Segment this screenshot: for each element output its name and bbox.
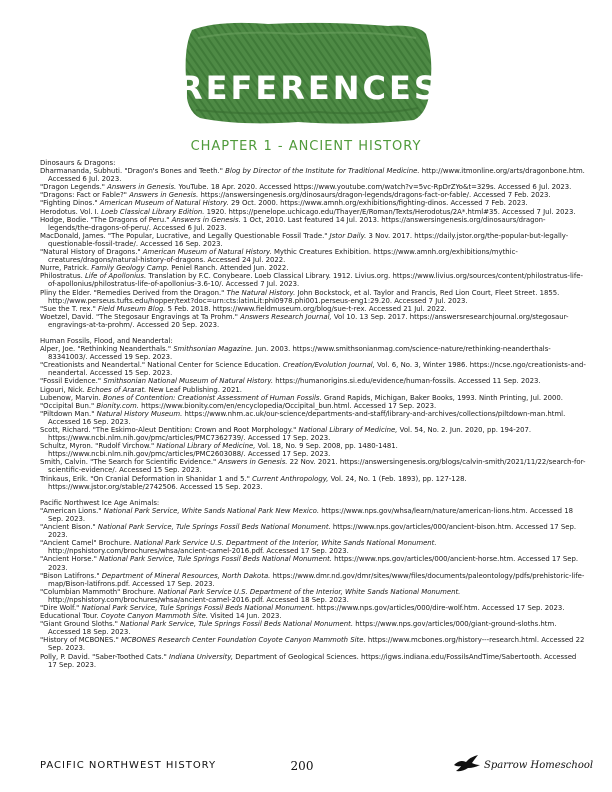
reference-source-title: National Park Service U.S. Department of the Interior, White Sands National Monument. xyxy=(157,587,461,596)
reference-text: Ligouri, Nick. xyxy=(40,385,88,394)
reference-source-title: Answers in Genesis. xyxy=(218,458,288,467)
reference-entry xyxy=(40,442,586,458)
reference-text: "Ancient Horse." xyxy=(40,555,100,564)
reference-text: Lubenow, Marvin. xyxy=(40,393,104,402)
reference-details: New Leaf Publishing. 2021. xyxy=(146,385,242,394)
reference-entry xyxy=(40,377,586,385)
reference-entry xyxy=(40,272,586,288)
reference-text: "History of MCBONES." xyxy=(40,636,121,645)
reference-entry xyxy=(40,604,586,612)
reference-entry xyxy=(40,394,586,402)
reference-source-title: Life of Apollonius. xyxy=(84,272,147,281)
reference-section xyxy=(40,499,586,669)
reference-details: https://answersingenesis.org/dinosaurs/dragon-legends/dragons-fact-or-fable/. Accessed 7 Feb. 2023. xyxy=(198,191,551,200)
reference-text: MacDonald, James. "The Popular, Lucrative, and Legally Questionable Fossil Trade." xyxy=(40,231,330,240)
page-title: REFERENCES xyxy=(178,69,440,107)
reference-details: YouTube. 18 Apr. 2020. Accessed https://www.youtube.com/watch?v=5vc-RpDrZYo&t=329s. Accessed 6 Jul. 2023. xyxy=(176,183,572,192)
reference-text: Educational Tour. xyxy=(40,612,101,621)
reference-source-title: Loeb Classical Library Edition. xyxy=(101,207,205,216)
reference-details: Jun. 2003. https://www.smithsonianmag.com/science-nature/rethinking-neanderthals-83341003/. Accessed 19 Sep. 2023. xyxy=(48,345,551,362)
reference-source-title: Blog by Director of the Institute for Traditional Medicine. xyxy=(225,167,420,176)
reference-source-title: Family Geology Camp. xyxy=(91,264,170,273)
reference-details: Visited 14 Jun. 2023. xyxy=(208,612,282,621)
reference-text: Philostratus. xyxy=(40,272,85,281)
reference-entry xyxy=(40,191,586,199)
reference-details: Grand Rapids, Michigan, Baker Books, 1993. Ninth Printing, Jul. 2000. xyxy=(321,393,563,402)
reference-section xyxy=(40,159,586,329)
reference-source-title: MCBONES Research Center Foundation Coyote Canyon Mammoth Site. xyxy=(120,636,366,645)
reference-details: Vol. 6, No. 3, Winter 1986. https://ncse.ngo/creationists-and-neandertal. Accessed 15 Sep. 2023. xyxy=(48,361,586,378)
reference-entry xyxy=(40,458,586,474)
reference-entry xyxy=(40,636,586,652)
reference-text: "Dragon Legends." xyxy=(40,183,108,192)
reference-text: Alper, Joe. "Rethinking Neanderthals." xyxy=(40,345,174,354)
reference-details: Vol. 24, No. 1 (Feb. 1893), pp. 127-128. https://www.jstor.org/stable/2742506. Accessed 15 Sep. 2023. xyxy=(48,474,467,491)
sparrow-bird-icon xyxy=(452,753,482,775)
reference-source-title: National Park Service, White Sands National Park New Mexico. xyxy=(103,506,320,515)
reference-entry xyxy=(40,305,586,313)
reference-details: Vol. 54, No. 2. Jun. 2020, pp. 194-207. https://www.ncbi.nlm.nih.gov/pmc/articles/PMC7362739/. Accessed 17 Sep. 2023. xyxy=(48,426,532,443)
reference-source-title: Smithsonian National Museum of Natural History. xyxy=(103,377,274,386)
reference-details: https://www.nhm.ac.uk/our-science/departments-and-staff/library-and-archives/collections/piltdown-man.html. Accessed 16 Sep. 2023. xyxy=(48,409,566,426)
reference-details: 29 Oct. 2000. https://www.amnh.org/exhibitions/fighting-dinos. Accessed 7 Feb. 2023. xyxy=(228,199,528,208)
section-heading: Dinosaurs & Dragons: xyxy=(40,159,116,167)
reference-source-title: Creation/Evolution Journal, xyxy=(282,361,375,370)
reference-text: "Bison Latifrons." xyxy=(40,571,102,580)
reference-details: Vol 10. 13 Sep. 2017. https://answersresearchjournal.org/stegosaur-engravings-at-ta-prohm/. Accessed 20 Sep. 2023. xyxy=(48,312,569,329)
reference-entry xyxy=(40,555,586,571)
publisher-logo xyxy=(452,753,592,779)
reference-details: https://www.nps.gov/articles/000/giant-ground-sloths.htm. Accessed 18 Sep. 2023. xyxy=(48,620,557,637)
reference-text: "Piltdown Man." xyxy=(40,409,97,418)
reference-details: https://www.nps.gov/whsa/learn/nature/american-lions.htm. Accessed 18 Sep. 2023. xyxy=(48,506,573,523)
reference-entry xyxy=(40,264,586,272)
reference-entry xyxy=(40,208,586,216)
reference-text: Woetzel, David. "The Stegosaur Engravings at Ta Prohm." xyxy=(40,312,241,321)
reference-details: 22 Nov. 2021. https://answersingenesis.org/blogs/calvin-smith/2021/11/22/search-for-scientific-evidence/. Accessed 15 Sep. 2023. xyxy=(48,458,586,475)
reference-text: "Ancient Camel" Brochure. xyxy=(40,539,135,548)
reference-text: Smith, Calvin. "The Search for Scientific Evidence." xyxy=(40,458,219,467)
reference-text: "Ancient Bison." xyxy=(40,523,98,532)
reference-details: 3 Nov. 2017. https://daily.jstor.org/the-popular-but-legally-questionable-fossil-trade/. Accessed 16 Sep. 2023. xyxy=(48,231,569,248)
reference-entry xyxy=(40,199,586,207)
reference-entry xyxy=(40,345,586,361)
reference-source-title: Natural History Museum. xyxy=(96,409,183,418)
reference-details: John Bockstock, et al. Taylor and Francis, Red Lion Court, Fleet Street. 1855. http://www.perseus.tufts.edu/hopper/text?doc=urn:cts:latinLit:phi0978.phi001.perseus-eng1:29.20. Accessed 7 Jul. 2023. xyxy=(48,288,560,305)
reference-source-title: Answers Research Journal, xyxy=(240,312,332,321)
reference-source-title: Answers in Genesis. xyxy=(107,183,177,192)
reference-entry xyxy=(40,523,586,539)
reference-source-title: The Natural History. xyxy=(226,288,296,297)
reference-source-title: National Park Service U.S. Department of the Interior, White Sands National Monument. xyxy=(134,539,437,548)
reference-source-title: National Library of Medicine, xyxy=(298,426,398,434)
reference-source-title: Department of Mineral Resources, North Dakota. xyxy=(101,571,271,580)
reference-entry xyxy=(40,507,586,523)
reference-text: "Natural History of Dragons." xyxy=(40,248,143,257)
reference-text: "Fossil Evidence." xyxy=(40,377,104,386)
reference-details: http://npshistory.com/brochures/whsa/ancient-camel-2016.pdf. Accessed 18 Sep. 2023. xyxy=(48,595,349,604)
reference-details: 5 Feb. 2018. https://www.fieldmuseum.org/blog/sue-t-rex. Accessed 21 Jul. 2022. xyxy=(165,304,447,313)
reference-source-title: National Park Service, Tule Springs Fossil Beds National Monument. xyxy=(99,555,332,564)
reference-text: Dharmananda, Subhuti. "Dragon's Bones and Teeth." xyxy=(40,167,226,176)
reference-text: "Occipital Bun." xyxy=(40,401,97,410)
reference-entry xyxy=(40,402,586,410)
reference-text: Scott, Richard. "The Eskimo-Aleut Dentition: Crown and Root Morphology." xyxy=(40,426,299,434)
reference-entry xyxy=(40,588,586,604)
reference-entry xyxy=(40,426,586,442)
reference-details: https://www.mcbones.org/history---research.html. Accessed 22 Sep. 2023. xyxy=(48,636,585,653)
reference-source-title: Answers in Genesis. xyxy=(171,215,241,224)
reference-source-title: Smithsonian Magazine. xyxy=(173,345,254,354)
reference-entry xyxy=(40,410,586,426)
reference-details: 1 Oct, 2010. Last featured 14 Jul. 2013. https://answersingenesis.org/dinosaurs/dragon-legends/the-dragons-of-peru/. Accessed 6 Jul. 2023. xyxy=(48,215,546,232)
reference-source-title: National Library of Medicine, xyxy=(156,442,256,451)
reference-source-title: Bones of Contention: Creationist Assessment of Human Fossils. xyxy=(103,393,322,402)
reference-source-title: Answers in Genesis. xyxy=(129,191,199,200)
reference-entry xyxy=(40,289,586,305)
reference-text: Herodotus. Vol. I. xyxy=(40,207,102,216)
reference-source-title: Indiana University, xyxy=(169,652,234,661)
reference-details: Mythic Creatures Exhibition. https://www.amnh.org/exhibitions/mythic-creatures/dragons/natural-history-of-dragons. Accessed 24 Jul. 2022. xyxy=(48,248,518,265)
section-heading: Human Fossils, Flood, and Neandertal: xyxy=(40,336,173,345)
reference-source-title: Echoes of Ararat. xyxy=(87,385,147,394)
reference-entry xyxy=(40,216,586,232)
reference-source-title: Field Museum Blog. xyxy=(98,304,166,313)
reference-entry xyxy=(40,612,586,620)
reference-details: https://www.nps.gov/articles/000/ancient-horse.htm. Accessed 17 Sep. 2023. xyxy=(48,555,579,572)
reference-entry xyxy=(40,653,586,669)
reference-source-title: Jstor Daily. xyxy=(329,231,367,240)
reference-source-title: National Park Service, Tule Springs Fossil Beds National Monument. xyxy=(81,603,315,612)
reference-source-title: National Park Service, Tule Springs Fossil Beds National Monument. xyxy=(120,620,354,629)
reference-entry xyxy=(40,313,586,329)
reference-details: 1920. https://penelope.uchicago.edu/Thayer/E/Roman/Texts/Herodotus/2A*.html#35. Accessed 7 Jul. 2023. xyxy=(204,207,576,216)
reference-entry xyxy=(40,248,586,264)
reference-text: "Giant Ground Sloths." xyxy=(40,620,121,629)
reference-entry xyxy=(40,232,586,248)
reference-details: Peniel Ranch. Attended Jun. 2022. xyxy=(169,264,289,273)
reference-source-title: National Park Service, Tule Springs Fossil Beds National Monument. xyxy=(97,523,331,532)
reference-entry xyxy=(40,539,586,555)
reference-source-title: American Museum of Natural History. xyxy=(142,248,272,257)
reference-entry xyxy=(40,475,586,491)
reference-text: "Creationists and Neandertal." National Center for Science Education. xyxy=(40,361,283,370)
reference-entry xyxy=(40,361,586,377)
reference-text: "Sue the T. rex." xyxy=(40,304,99,313)
reference-details: http://www.itmonline.org/arts/dragonbone.htm. Accessed 6 Jul. 2023. xyxy=(48,167,585,184)
page-number: 200 xyxy=(290,759,314,773)
reference-text: "Dragons: Fact or Fable?" xyxy=(40,191,130,200)
reference-details: Department of Geological Sciences. https://igws.indiana.edu/FossilsAndTime/Sabertooth. Accessed 17 Sep. 2023. xyxy=(48,652,577,669)
reference-text: "Dire Wolf." xyxy=(40,603,82,612)
reference-source-title: American Museum of Natural History. xyxy=(99,199,229,208)
reference-details: https://www.nps.gov/articles/000/dire-wolf.htm. Accessed 17 Sep. 2023. xyxy=(314,603,565,612)
reference-details: https://www.dmr.nd.gov/dmr/sites/www/files/documents/paleontology/pdfs/prehistoric-life-map/Bison-latifrons.pdf. Accessed 17 Sep. 2023. xyxy=(48,571,585,588)
reference-text: "Fighting Dinos." xyxy=(40,199,100,208)
reference-text: Schultz, Myron. "Rudolf Virchow." xyxy=(40,442,157,451)
reference-details: http://npshistory.com/brochures/whsa/ancient-camel-2016.pdf. Accessed 17 Sep. 2023. xyxy=(48,547,349,556)
reference-entry xyxy=(40,183,586,191)
references-banner xyxy=(178,18,440,128)
reference-text: "American Lions." xyxy=(40,506,104,515)
chapter-heading: CHAPTER 1 - ANCIENT HISTORY xyxy=(190,139,422,154)
reference-text: Trinkaus, Erik. "On Cranial Deformation in Shanidar 1 and 5." xyxy=(40,474,253,483)
reference-source-title: Current Anthropology, xyxy=(252,474,329,483)
reference-text: "Columbian Mammoth" Brochure. xyxy=(40,587,158,596)
reference-text: Polly, P. David. "Saber-Toothed Cats." xyxy=(40,652,169,661)
reference-entry xyxy=(40,620,586,636)
reference-details: https://humanorigins.si.edu/evidence/human-fossils. Accessed 11 Sep. 2023. xyxy=(273,377,541,386)
reference-source-title: Bionity.com. xyxy=(96,401,139,410)
reference-section xyxy=(40,337,586,491)
reference-details: https://www.bionity.com/en/encyclopedia/Occipital_bun.html. Accessed 17 Sep. 2023. xyxy=(138,401,437,410)
publisher-name: Sparrow Homeschool xyxy=(484,760,594,771)
reference-list xyxy=(40,159,586,677)
reference-entry xyxy=(40,386,586,394)
reference-text: Pliny the Elder. "Remedies Derived from the Dragon." xyxy=(40,288,227,297)
reference-details: Translation by F.C. Conybeare. Loeb Classical Library. 1912. Livius.org. https://www.livius.org/sources/content/philostratus-life-of-apollonius/philostratus-life-of-apollonius-3.6-10/. Accessed 7 Jul. 2023. xyxy=(48,272,583,289)
reference-details: https://www.nps.gov/articles/000/ancient-bison.htm. Accessed 17 Sep. 2023. xyxy=(48,523,577,540)
reference-entry xyxy=(40,167,586,183)
section-heading: Pacific Northwest Ice Age Animals: xyxy=(40,498,160,507)
reference-source-title: Coyote Canyon Mammoth Site. xyxy=(100,612,209,621)
footer-book-title: PACIFIC NORTHWEST HISTORY xyxy=(40,760,217,771)
reference-details: Vol. 18, No. 9 Sep. 2008, pp. 1480-1481. https://www.ncbi.nlm.nih.gov/pmc/articles/PMC2603088/. Accessed 17 Sep. 2023. xyxy=(48,442,398,459)
reference-text: Hodge, Bodie. "The Dragons of Peru." xyxy=(40,215,172,224)
reference-text: Nurre, Patrick. xyxy=(40,264,92,273)
reference-entry xyxy=(40,572,586,588)
